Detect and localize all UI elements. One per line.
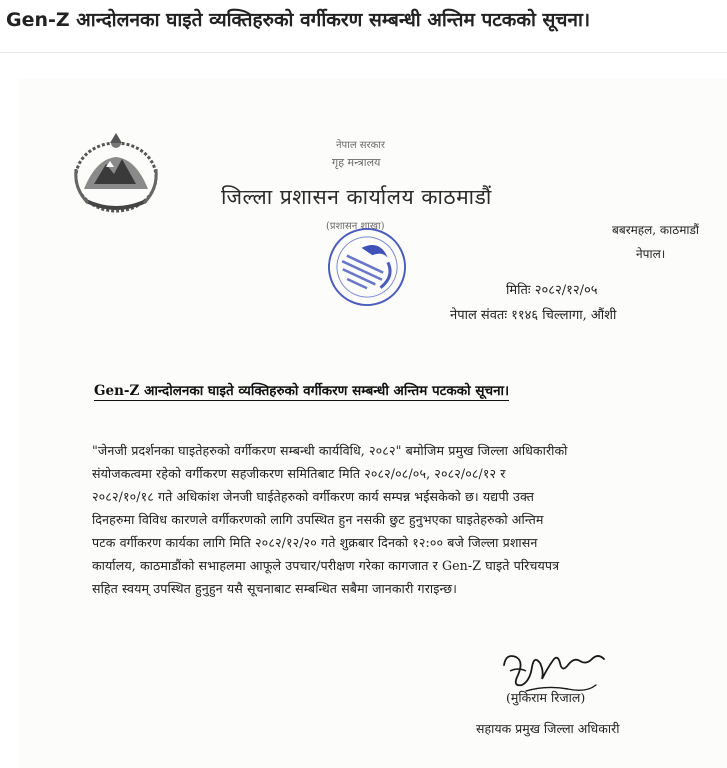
nepal-sambat-label: नेपाल संवतः bbox=[450, 308, 507, 323]
address-line-1: बबरमहल, काठमाडौं bbox=[612, 223, 700, 237]
body-line-1: "जेनजी प्रदर्शनका घाइतेहरुको वर्गीकरण सम्बन्धी कार्यविधि, २०८२" बमोजिम प्रमुख जिल्ला अधिकारीको bbox=[92, 443, 568, 458]
body-line-7: सहित स्वयम् उपस्थित हुनुहुन यसै सूचनाबाट सम्बन्धित सबैमा जानकारी गराइन्छ। bbox=[92, 581, 458, 596]
page-header bbox=[0, 0, 727, 40]
nepal-sambat-value: ११४६ चिल्लागा, औंशी bbox=[511, 308, 617, 323]
address-line-2: नेपाल। bbox=[636, 247, 666, 261]
notice-subject: Gen-Z आन्दोलनका घाइते व्यक्तिहरुको वर्गीकरण सम्बन्धी अन्तिम पटकको सूचना। bbox=[94, 383, 510, 399]
signer-title: सहायक प्रमुख जिल्ला अधिकारी bbox=[476, 721, 620, 736]
page-title: Gen-Z आन्दोलनका घाइते व्यक्तिहरुको वर्गीकरण सम्बन्धी अन्तिम पटकको सूचना। bbox=[6, 9, 591, 31]
government-label: नेपाल सरकार bbox=[336, 140, 385, 151]
date-value: २०८२/१२/०५ bbox=[534, 283, 598, 298]
nepal-emblem-icon bbox=[66, 129, 166, 219]
notice-document bbox=[18, 79, 727, 768]
ministry-label: गृह मन्त्रालय bbox=[332, 156, 381, 169]
office-stamp-icon bbox=[324, 224, 410, 310]
body-line-3: २०८२/१०/१८ गते अधिकांश जेनजी घाईतेहरुको वर्गीकरण कार्य सम्पन्न भईसकेको छ। यद्यपी उक्त bbox=[92, 489, 535, 504]
body-line-2: संयोजकत्वमा रहेको वर्गीकरण सहजीकरण समितिबाट मिति २०८२/०८/०५, २०८२/०८/१२ र bbox=[92, 466, 506, 481]
body-line-6: कार्यालय, काठमाडौंको सभाहलमा आफूले उपचार/परीक्षण गरेका कागजात र Gen-Z घाइते परिचयपत्र bbox=[92, 558, 560, 573]
date-label: मितिः bbox=[506, 283, 531, 298]
signer-name: (मुकिराम रिजाल) bbox=[506, 690, 586, 705]
nepal-sambat-line bbox=[450, 305, 616, 323]
header-divider bbox=[0, 52, 727, 53]
office-title: जिल्ला प्रशासन कार्यालय काठमाडौं bbox=[221, 185, 492, 209]
date-line bbox=[506, 280, 598, 298]
body-line-5: पटक वर्गीकरण कार्यका लागि मिति २०८२/१२/२० गते शुक्रबार दिनको १२:०० बजे जिल्ला प्रशासन bbox=[92, 535, 538, 550]
branch-label: (प्रशासन शाखा) bbox=[326, 221, 385, 232]
body-line-4: दिनहरुमा विविध कारणले वर्गीकरणको लागि उपस्थित हुन नसकी छुट हुनुभएका घाइतेहरुको अन्तिम bbox=[92, 512, 544, 527]
